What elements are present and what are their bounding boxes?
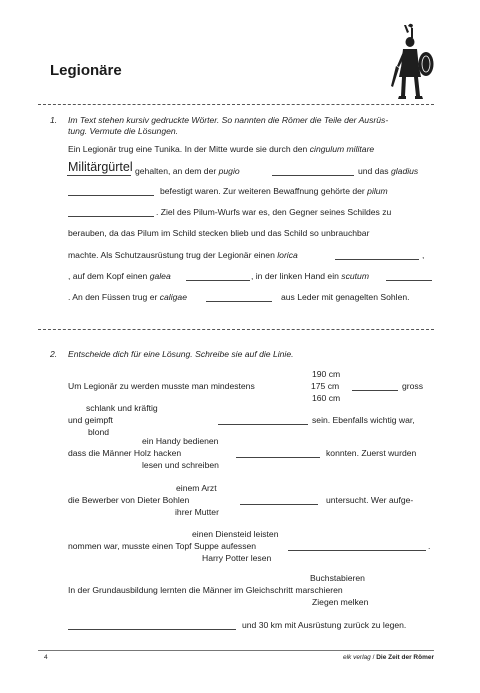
task1-instruction-line1: Im Text stehen kursiv gedruckte Wörter. So nannten die Römer die Teile der Ausrüs-: [68, 115, 389, 125]
q1-after: gross: [402, 381, 424, 391]
page-number: 4: [44, 654, 48, 661]
answer-line-cingulum[interactable]: [67, 175, 131, 176]
footer-divider: [38, 650, 434, 651]
term-lorica: lorica: [277, 250, 298, 260]
term-gladius: gladius: [390, 166, 419, 176]
q3-text: dass die Männer Holz hacken: [68, 448, 182, 458]
answer-line-pugio[interactable]: [272, 175, 354, 176]
q7-after: und 30 km mit Ausrüstung zurück zu legen.: [242, 620, 407, 630]
task1-number: 1.: [50, 115, 58, 125]
answer-line-caligae[interactable]: [206, 301, 272, 302]
q6-text: In der Grundausbildung lernten die Männer im Gleichschritt marschieren: [68, 585, 343, 595]
term-pilum: pilum: [367, 186, 388, 196]
q3-option-c: lesen und schreiben: [142, 460, 219, 470]
q3-answer-line[interactable]: [236, 457, 320, 458]
task2-instruction: Entscheide dich für eine Lösung. Schreibe sie auf die Linie.: [68, 349, 294, 359]
task1-text-line1: Ein Legionär trug eine Tunika. In der Mitte wurde sie durch den cingulum militare: [68, 144, 375, 154]
q2-text: und geimpft: [68, 415, 113, 425]
task1-text-line8a: . An den Füssen trug er caligae: [68, 292, 187, 302]
q5-text: nommen war, musste einen Topf Suppe aufessen: [68, 541, 257, 551]
answer-line-pilum[interactable]: [68, 216, 154, 217]
q1-answer-line[interactable]: [352, 390, 398, 391]
q2-option-a: schlank und kräftig: [86, 403, 158, 413]
term-pugio: pugio: [218, 166, 240, 176]
q5-answer-line[interactable]: [288, 550, 426, 551]
task1-text-line7b: , in der linken Hand ein scutum: [251, 271, 369, 281]
term-scutum: scutum: [341, 271, 369, 281]
answer-line-gladius[interactable]: [68, 195, 154, 196]
task1-text-line4: . Ziel des Pilum-Wurfs war es, den Gegner seines Schildes zu: [156, 207, 392, 217]
footer-credit: elk verlag / Die Zeit der Römer: [342, 654, 434, 661]
q3-option-a: ein Handy bedienen: [142, 436, 219, 446]
task1-text-line2b: und das gladius: [358, 166, 419, 176]
q4-after: untersucht. Wer aufge-: [326, 495, 414, 505]
q3-after: konnten. Zuerst wurden: [326, 448, 417, 458]
task1-text-line7a: , auf dem Kopf einen galea: [68, 271, 171, 281]
task1-comma: ,: [422, 250, 425, 260]
q1-option-a: 190 cm: [312, 369, 341, 379]
task1-text-line5: berauben, da das Pilum im Schild stecken blieb und das Schild so unbrauchbar: [68, 228, 370, 238]
q5-option-c: Harry Potter lesen: [202, 553, 272, 563]
task2-number: 2.: [50, 349, 58, 359]
task1-text-line3: befestigt waren. Zur weiteren Bewaffnung gehörte der pilum: [160, 186, 388, 196]
answer-line-scutum[interactable]: [386, 280, 432, 281]
q1-text: Um Legionär zu werden musste man mindestens: [68, 381, 255, 391]
answer-line-lorica[interactable]: [335, 259, 419, 260]
task1-text-line2a: gehalten, an dem der pugio: [135, 166, 240, 176]
q6-answer-line[interactable]: [68, 629, 236, 630]
page-title: Legionäre: [50, 62, 122, 79]
term-caligae: caligae: [159, 292, 187, 302]
task1-text-line6: machte. Als Schutzausrüstung trug der Legionär einen lorica: [68, 250, 298, 260]
q2-answer-line[interactable]: [218, 424, 308, 425]
roman-soldier-icon: [388, 22, 436, 102]
q4-answer-line[interactable]: [240, 504, 318, 505]
q5-option-a: einen Diensteid leisten: [192, 529, 279, 539]
q1-option-b: 175 cm: [311, 381, 340, 391]
q2-after: sein. Ebenfalls wichtig war,: [312, 415, 415, 425]
term-cingulum: cingulum militare: [309, 144, 375, 154]
term-galea: galea: [149, 271, 171, 281]
q4-text: die Bewerber von Dieter Bohlen: [68, 495, 190, 505]
answer-militaerguertel: Militärgürtel: [68, 160, 133, 174]
task-divider: [38, 329, 434, 330]
q2-option-c: blond: [88, 427, 110, 437]
q4-option-c: ihrer Mutter: [175, 507, 219, 517]
task1-instruction-line2: tung. Vermute die Lösungen.: [68, 126, 179, 136]
answer-line-galea[interactable]: [186, 280, 250, 281]
q4-option-a: einem Arzt: [176, 483, 217, 493]
task1-text-line8b: aus Leder mit genagelten Sohlen.: [281, 292, 410, 302]
q6-option-c: Ziegen melken: [312, 597, 369, 607]
q5-after: .: [428, 541, 431, 551]
q6-option-a: Buchstabieren: [310, 573, 365, 583]
q1-option-c: 160 cm: [312, 393, 341, 403]
title-divider: [38, 104, 434, 105]
